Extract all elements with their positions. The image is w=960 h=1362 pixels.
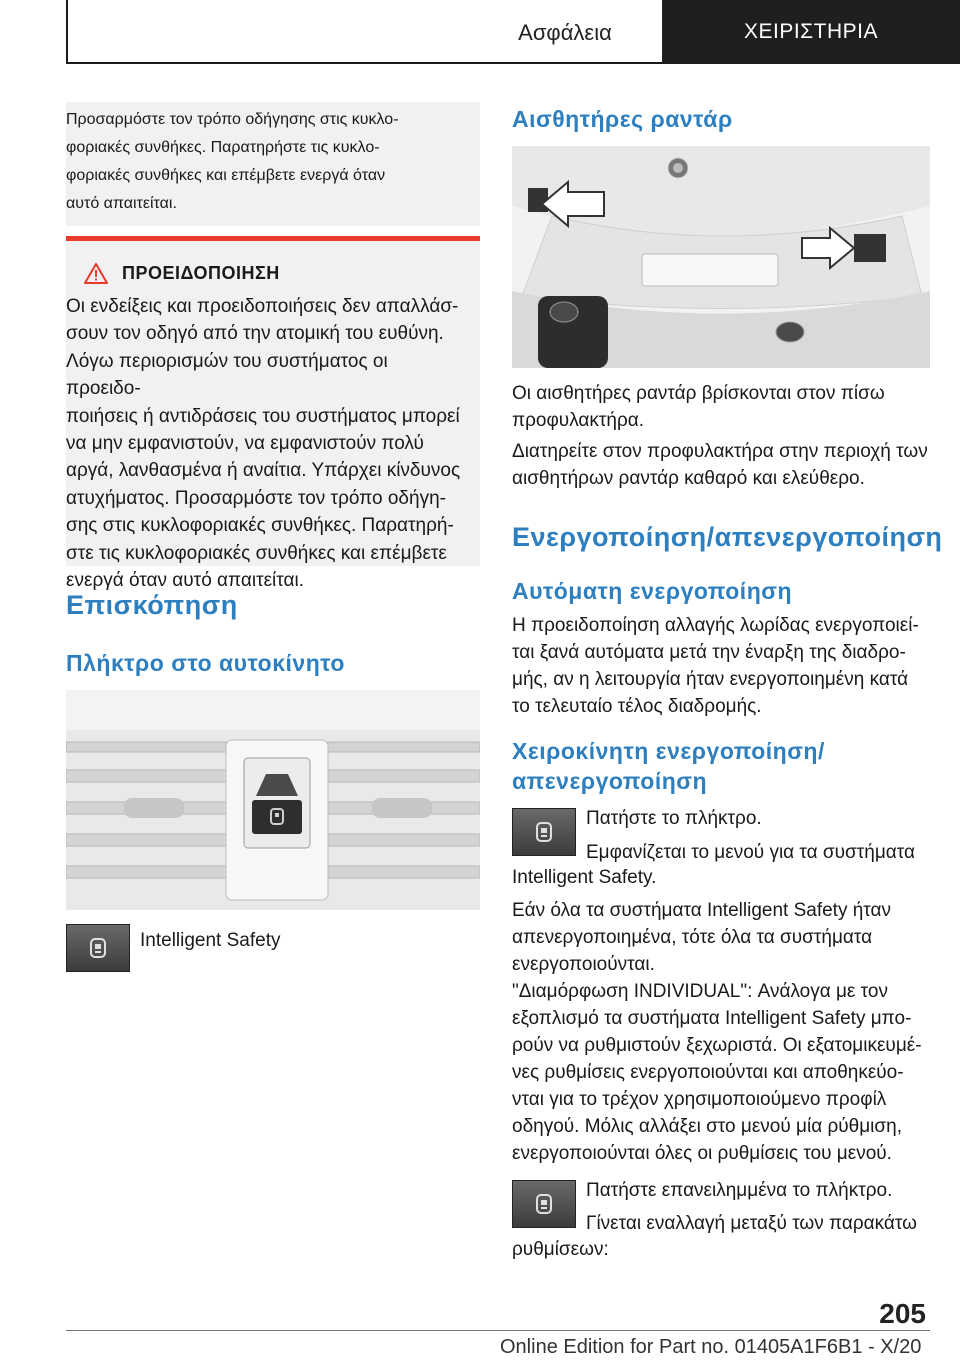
warning-line: Λόγω περιορισμών του συστήματος οι προειδο- bbox=[66, 350, 388, 400]
header-manual-tab: ΧΕΙΡΙΣΤΗΡΙΑ bbox=[662, 0, 960, 64]
menu-shown-line: Intelligent Safety. bbox=[512, 867, 657, 888]
intelligent-safety-icon bbox=[89, 938, 107, 958]
button-panel-image bbox=[66, 690, 480, 910]
warning-line: ποιήσεις ή αντιδράσεις του συστήματος μπορεί bbox=[66, 405, 460, 427]
rear-bumper-image bbox=[512, 146, 930, 368]
activation-heading: Ενεργοποίηση/απενεργοποίηση bbox=[512, 522, 943, 552]
intelligent-safety-icon bbox=[535, 822, 553, 842]
warning-line: σουν τον οδηγό από την ατομική του ευθύνη. bbox=[66, 323, 444, 345]
auto-text-line: ται ξανά αυτόματα μετά την έναρξη της διαδρο- bbox=[512, 642, 906, 663]
warning-box bbox=[66, 241, 480, 592]
footer-edition: Online Edition for Part no. 01405A1F6B1 - X/20 bbox=[500, 1336, 922, 1358]
individual-line: εξοπλισμό τα συστήματα Intelligent Safety μπο- bbox=[512, 1008, 912, 1029]
radar-text-line: αισθητήρων ραντάρ καθαρό και ελεύθερο. bbox=[512, 468, 865, 489]
radar-text-line: Διατηρείτε στον προφυλακτήρα στην περιοχή των bbox=[512, 441, 928, 462]
header-divider bbox=[66, 0, 68, 64]
footer-rule bbox=[66, 1330, 930, 1331]
intro-line: αυτό απαιτείται. bbox=[66, 195, 177, 212]
overview-heading: Επισκόπηση bbox=[66, 590, 238, 620]
intelligent-safety-icon bbox=[535, 1194, 553, 1214]
warning-title: ΠΡΟΕΙΔΟΠΟΙΗΣΗ bbox=[122, 263, 280, 283]
radar-text-line: προφυλακτήρα. bbox=[512, 410, 645, 431]
header-section-title: Ασφάλεια bbox=[518, 20, 612, 45]
warning-text bbox=[66, 293, 480, 594]
warning-line: στε τις κυκλοφοριακές συνθήκες και επέμβετε bbox=[66, 542, 447, 564]
toggle-text-line: Γίνεται εναλλαγή μεταξύ των παρακάτω bbox=[586, 1213, 917, 1234]
button-heading: Πλήκτρο στο αυτοκίνητο bbox=[66, 650, 345, 676]
intelligent-safety-button-image bbox=[512, 808, 576, 856]
toggle-text-line: ρυθμίσεων: bbox=[512, 1239, 609, 1260]
warning-line: ατυχήματος. Προσαρμόστε τον τρόπο οδήγη- bbox=[66, 487, 446, 509]
warning-line: αργά, λανθασμένα ή αναίτια. Υπάρχει κίνδυνος bbox=[66, 460, 461, 482]
warning-line: Οι ενδείξεις και προειδοποιήσεις δεν απαλλάσ- bbox=[66, 296, 459, 317]
auto-text-line: το τελευταίο τέλος διαδρομής. bbox=[512, 696, 762, 717]
auto-activation-heading: Αυτόματη ενεργοποίηση bbox=[512, 578, 793, 604]
individual-line: ενεργοποιούνται όλες οι ρυθμίσεις του μενού. bbox=[512, 1143, 892, 1164]
individual-line: ρούν να ρυθμιστούν ξεχωριστά. Οι εξατομικευμέ- bbox=[512, 1035, 922, 1056]
radar-heading: Αισθητήρες ραντάρ bbox=[512, 106, 733, 132]
intro-line: φοριακές συνθήκες. Παρατηρήστε τις κυκλο- bbox=[66, 139, 380, 156]
intelligent-safety-button-image bbox=[512, 1180, 576, 1228]
individual-line: "Διαμόρφωση INDIVIDUAL": Ανάλογα με τον bbox=[512, 981, 888, 1002]
auto-text-line: Η προειδοποίηση αλλαγής λωρίδας ενεργοποιεί- bbox=[512, 615, 919, 636]
menu-shown-line: Εμφανίζεται το μενού για τα συστήματα bbox=[586, 842, 916, 863]
intelligent-safety-label: Intelligent Safety bbox=[140, 930, 281, 951]
press-button-text: Πατήστε το πλήκτρο. bbox=[586, 808, 762, 829]
intro-line: φοριακές συνθήκες και επέμβετε ενεργά όταν bbox=[66, 167, 386, 184]
manual-activation-heading: απενεργοποίηση bbox=[512, 768, 708, 794]
individual-line: οδηγού. Μόλις αλλάξει στο μενού μία ρύθμιση, bbox=[512, 1116, 902, 1137]
warning-line: να μην εμφανιστούν, να εμφανιστούν πολύ bbox=[66, 433, 424, 455]
individual-line: νται για το τρέχον χρησιμοποιούμενο προφίλ bbox=[512, 1089, 887, 1110]
radar-text-line: Οι αισθητήρες ραντάρ βρίσκονται στον πίσω bbox=[512, 383, 885, 404]
warning-line: σης στις κυκλοφοριακές συνθήκες. Παρατηρή- bbox=[66, 515, 454, 537]
warning-line: ενεργά όταν αυτό απαιτείται. bbox=[66, 570, 304, 592]
individual-line: νες ρυθμίσεις ενεργοποιούνται και αποθηκεύο- bbox=[512, 1062, 904, 1083]
press-repeat-text: Πατήστε επανειλημμένα το πλήκτρο. bbox=[586, 1180, 893, 1201]
all-off-line: απενεργοποιημένα, τότε όλα τα συστήματα bbox=[512, 927, 873, 948]
manual-activation-heading: Χειροκίνητη ενεργοποίηση/ bbox=[512, 738, 825, 764]
auto-text-line: μής, αν η λειτουργία ήταν ενεργοποιημένη κατά bbox=[512, 669, 909, 690]
page-number: 205 bbox=[879, 1298, 926, 1329]
all-off-line: ενεργοποιούνται. bbox=[512, 954, 655, 975]
warning-header bbox=[84, 263, 280, 284]
warning-triangle-icon bbox=[84, 263, 108, 284]
all-off-line: Εάν όλα τα συστήματα Intelligent Safety ήταν bbox=[512, 900, 892, 921]
intro-line: Προσαρμόστε τον τρόπο οδήγησης στις κυκλο- bbox=[66, 111, 399, 128]
intro-box bbox=[66, 102, 480, 226]
intelligent-safety-button-image bbox=[66, 924, 130, 972]
